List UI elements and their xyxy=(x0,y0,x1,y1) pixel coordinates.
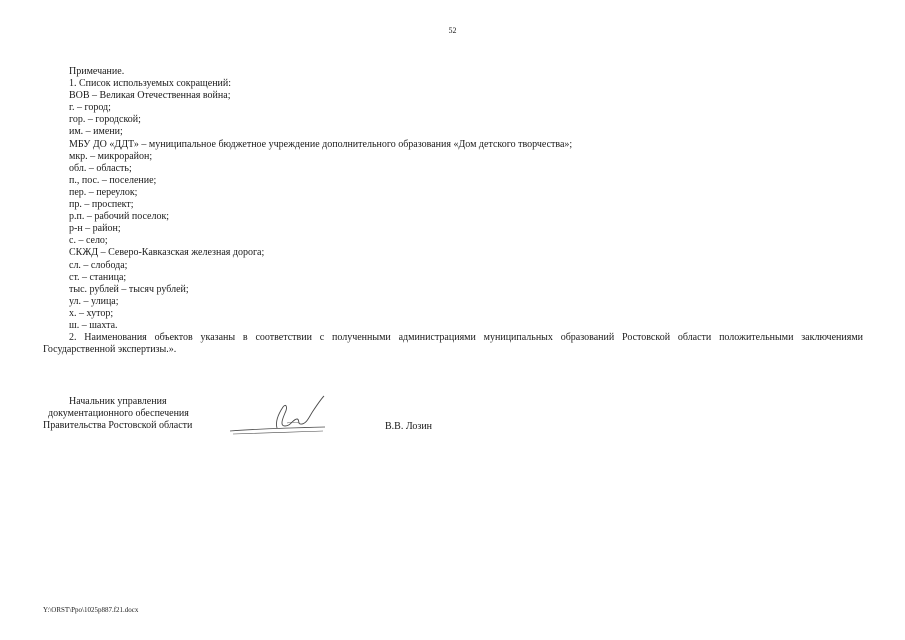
abbreviation-item: им. – имени; xyxy=(69,126,123,138)
abbreviation-item: пр. – проспект; xyxy=(69,199,134,211)
abbreviation-item: р.п. – рабочий поселок; xyxy=(69,211,170,223)
abbreviation-item: с. – село; xyxy=(69,235,108,247)
abbreviation-item: МБУ ДО «ДДТ» – муниципальное бюджетное учреждение дополнительного образования «Дом детского творчества»; xyxy=(69,138,573,150)
abbreviations-list-title: 1. Список используемых сокращений: xyxy=(69,78,232,90)
abbreviation-item: тыс. рублей – тысяч рублей; xyxy=(69,283,189,295)
abbreviation-item: п., пос. – поселение; xyxy=(69,174,157,186)
abbreviations-list xyxy=(43,90,863,332)
file-path: Y:\ORST\Ppo\1025p887.f21.docx xyxy=(43,606,139,614)
abbreviation-item: обл. – область; xyxy=(69,162,132,174)
note-item-2: 2. Наименования объектов указаны в соответствии с полученными администрациями муниципальных образований Ростовской области положительными заключениями Государственной экспертизы.». xyxy=(43,332,863,356)
signature-block xyxy=(43,396,192,432)
abbreviation-item: г. – город; xyxy=(69,102,111,114)
note-heading: Примечание. xyxy=(69,66,125,77)
note-block xyxy=(43,66,863,356)
abbreviation-item: мкр. – микрорайон; xyxy=(69,150,153,162)
abbreviation-item: ст. – станица; xyxy=(69,271,127,283)
abbreviation-item: СКЖД – Северо-Кавказская железная дорога; xyxy=(69,247,265,259)
abbreviation-item: ш. – шахта. xyxy=(69,319,118,331)
abbreviation-item: р-н – район; xyxy=(69,223,121,235)
abbreviation-item: сл. – слобода; xyxy=(69,259,128,271)
signatory-position-line-1: Начальник управления xyxy=(69,396,167,407)
signatory-position-line-3: Правительства Ростовской области xyxy=(43,420,193,432)
abbreviation-item: пер. – переулок; xyxy=(69,186,138,198)
abbreviation-item: ул. – улица; xyxy=(69,295,119,307)
abbreviation-item: гор. – городской; xyxy=(69,114,141,126)
abbreviation-item: х. – хутор; xyxy=(69,307,114,319)
page-number: 52 xyxy=(448,26,457,35)
signatory-position-line-2: документационного обеспечения xyxy=(48,408,189,420)
handwritten-signature xyxy=(225,393,335,438)
signatory-name: В.В. Лозин xyxy=(385,421,433,432)
abbreviation-item: ВОВ – Великая Отечественная война; xyxy=(69,90,231,102)
